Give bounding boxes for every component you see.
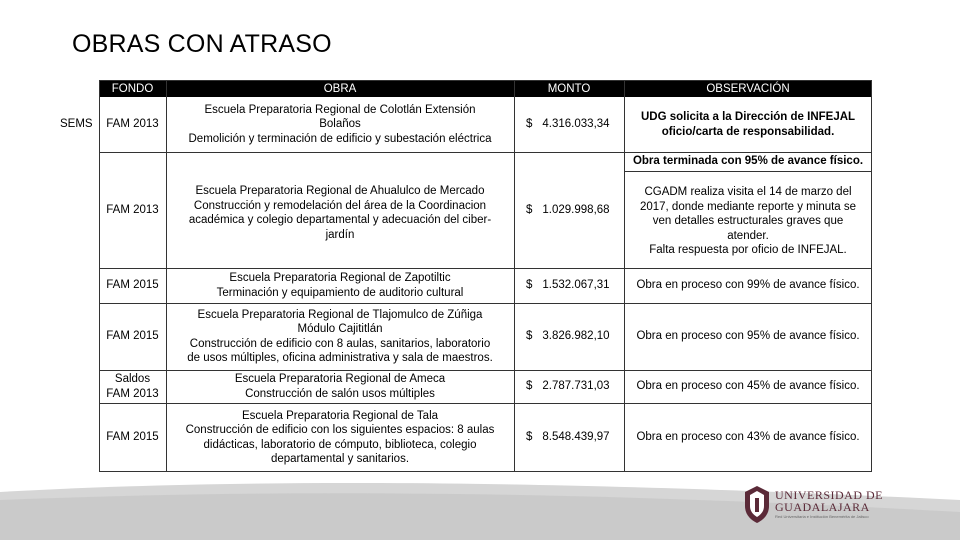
obra-line: Escuela Preparatoria Regional de Tlajomulco de Zúñiga <box>197 308 483 321</box>
monto-value: 8.548.439,97 <box>542 431 610 444</box>
university-seal-icon <box>742 484 772 524</box>
obra-line: Escuela Preparatoria Regional de Colotlán Extensión <box>204 103 476 116</box>
cell-observacion <box>624 97 872 152</box>
observacion-line: UDG solicita a la Dirección de INFEJAL <box>640 111 856 123</box>
obra-line: Construcción de edificio con los siguientes espacios: 8 aulas <box>185 424 495 436</box>
monto-value: 1.029.998,68 <box>542 203 610 216</box>
fondo-line: Saldos <box>114 373 151 385</box>
cell-observacion <box>624 171 872 268</box>
header-monto: MONTO <box>514 80 624 97</box>
obra-line: jardín <box>325 228 355 241</box>
cell-observacion: Obra en proceso con 43% de avance físico. <box>636 431 860 444</box>
obra-line: departamental y sanitarios. <box>270 453 410 465</box>
currency-symbol: $ <box>526 118 533 131</box>
observacion-line: Falta respuesta por oficio de INFEJAL. <box>649 244 847 257</box>
observacion-line: CGADM realiza visita el 14 de marzo del <box>644 186 852 199</box>
cell-fondo: FAM 2013 <box>106 118 159 131</box>
monto-value: 4.316.033,34 <box>542 118 610 131</box>
obra-line: Escuela Preparatoria Regional de Tala <box>241 409 439 422</box>
header-observacion: OBSERVACIÓN <box>624 80 872 97</box>
obra-line: académica y colegio departamental y adecuación del ciber- <box>188 214 492 226</box>
currency-symbol: $ <box>526 279 533 292</box>
cell-fondo: FAM 2013 <box>106 203 159 216</box>
cell-monto <box>514 303 624 370</box>
header-obra: OBRA <box>166 80 514 97</box>
obra-line: Terminación y equipamiento de auditorio cultural <box>216 286 464 299</box>
monto-value: 1.532.067,31 <box>542 279 610 292</box>
page-title: OBRAS CON ATRASO <box>72 30 332 58</box>
obra-line: didácticas, laboratorio de cómputo, biblioteca, colegio <box>203 438 477 451</box>
cell-monto <box>514 152 624 268</box>
obra-line: Demolición y terminación de edificio y subestación eléctrica <box>188 132 492 145</box>
cell-obra <box>166 303 514 370</box>
logo-line1: UNIVERSIDAD DE <box>775 488 883 502</box>
cell-fondo: FAM 2015 <box>106 431 159 444</box>
observacion-line: ven detalles estructurales graves que <box>652 215 844 228</box>
obra-line: Construcción de salón usos múltiples <box>245 387 435 400</box>
cell-observacion-extra: Obra terminada con 95% de avance físico. <box>632 155 864 168</box>
header-fondo: FONDO <box>99 80 166 97</box>
cell-monto <box>514 97 624 152</box>
fondo-line: FAM 2013 <box>106 387 159 400</box>
monto-value: 2.787.731,03 <box>542 380 610 393</box>
obra-line: Bolaños <box>319 118 361 131</box>
cell-obra <box>166 97 514 152</box>
observacion-line: 2017, donde mediante reporte y minuta se <box>639 200 857 213</box>
cell-obra <box>166 152 514 268</box>
obra-line: de usos múltiples, oficina administrativa y sala de maestros. <box>187 352 493 364</box>
currency-symbol: $ <box>526 431 533 444</box>
cell-fondo <box>99 370 166 403</box>
observacion-line: atender. <box>727 229 769 242</box>
cell-monto <box>514 268 624 303</box>
cell-observacion: Obra en proceso con 99% de avance físico. <box>636 279 860 292</box>
currency-symbol: $ <box>526 330 533 343</box>
obra-line: Escuela Preparatoria Regional de Ameca <box>234 373 446 385</box>
cell-observacion: Obra en proceso con 95% de avance físico. <box>636 330 860 343</box>
obra-line: Construcción de edificio con 8 aulas, sanitarios, laboratorio <box>189 337 491 350</box>
obra-line: Escuela Preparatoria Regional de Zapotiltic <box>229 272 451 284</box>
cell-observacion: Obra en proceso con 45% de avance físico. <box>636 380 860 393</box>
currency-symbol: $ <box>526 380 533 393</box>
observacion-line: oficio/carta de responsabilidad. <box>661 125 835 138</box>
cell-fondo: FAM 2015 <box>106 279 159 292</box>
cell-monto <box>514 403 624 472</box>
currency-symbol: $ <box>526 203 533 216</box>
obra-line: Construcción y remodelación del área de la Coordinacion <box>193 199 487 212</box>
logo-line2: GUADALAJARA <box>775 500 870 514</box>
obra-line: Módulo Cajititlán <box>297 323 383 335</box>
monto-value: 3.826.982,10 <box>542 330 610 343</box>
cell-obra <box>166 403 514 472</box>
cell-obra <box>166 370 514 403</box>
logo-subtitle: Red Universitaria e Institución Benemérita de Jalisco <box>775 514 869 519</box>
cell-fondo: FAM 2015 <box>106 330 159 343</box>
cell-monto <box>514 370 624 403</box>
sems-label: SEMS <box>60 118 93 130</box>
obra-line: Escuela Preparatoria Regional de Ahualulco de Mercado <box>195 185 485 197</box>
cell-obra <box>166 268 514 303</box>
